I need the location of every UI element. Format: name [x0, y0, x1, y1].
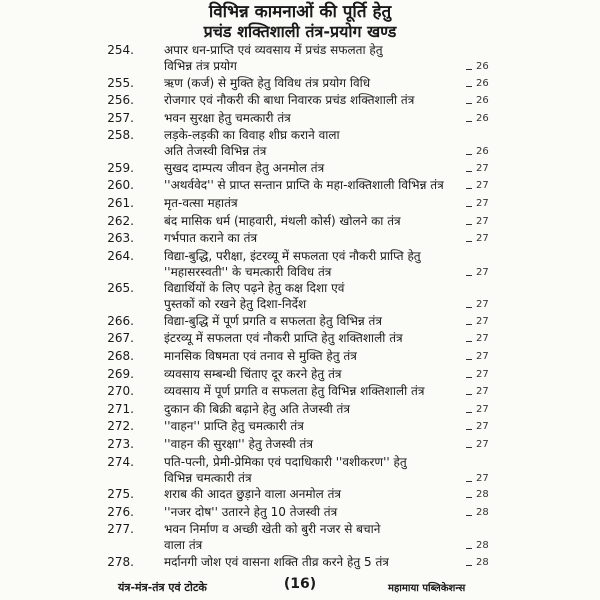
toc-entry-number: 267.	[107, 331, 134, 346]
dot-leader	[466, 497, 472, 498]
toc-entry-title: मानसिक विषमता एवं तनाव से मुक्ति हेतु तंत्र	[164, 349, 357, 363]
toc-entry-title: पुस्तकों को रखने हेतु दिशा-निर्देश	[164, 297, 307, 312]
toc-entry-page: 26	[476, 112, 489, 124]
dot-leader	[466, 171, 472, 172]
toc-entry-page: 27	[476, 233, 489, 245]
toc-entry-number: 278.	[107, 554, 134, 569]
toc-entry-title: विद्यार्थियों के लिए पढ़ने हेतु कक्ष दिशा एवं	[164, 281, 345, 296]
toc-entry-page: 27	[476, 215, 489, 227]
toc-entry-title: सुखद दाम्पत्य जीवन हेतु अनमोल तंत्र	[164, 160, 325, 175]
toc-entry-number: 265.	[107, 281, 134, 296]
toc-entry-number: 258.	[107, 128, 134, 143]
toc-entry-title: विभिन्न चमत्कारी तंत्र	[164, 470, 252, 485]
toc-entry-page: 26	[476, 77, 489, 89]
toc-entry-number: 266.	[107, 313, 134, 328]
dot-leader	[466, 481, 472, 482]
toc-entry-page: 28	[476, 540, 489, 552]
dot-leader	[466, 548, 472, 549]
toc-entry	[0, 418, 600, 436]
toc-entry	[0, 504, 600, 522]
toc-entry-number: 263.	[107, 231, 134, 246]
toc-entry-title: मृत-वत्सा महातंत्र	[164, 196, 238, 210]
toc-entry-number: 271.	[107, 401, 134, 416]
toc-entry	[0, 42, 600, 74]
toc-entry-title: गर्भपात कराने का तंत्र	[164, 231, 258, 246]
toc-entry	[0, 348, 600, 366]
toc-entry-number: 270.	[107, 384, 134, 399]
toc-entry-title: लड़के-लड़की का विवाह शीघ्र कराने वाला	[164, 128, 340, 143]
toc-entry-number: 259.	[107, 160, 134, 175]
toc-entry	[0, 195, 600, 213]
toc-entry-number: 272.	[107, 419, 134, 434]
toc-entry-title: अपार धन-प्राप्ति एवं व्यवसाय में प्रचंड सफलता हेतु	[164, 43, 383, 57]
toc-entry	[0, 486, 600, 504]
toc-entry	[0, 521, 600, 553]
toc-entry-title: व्यवसाय सम्बन्धी चिंताए दूर करने हेतु तंत्र	[164, 366, 342, 381]
toc-entry-title: ''वाहन की सुरक्षा'' हेतु तेजस्वी तंत्र	[164, 437, 314, 451]
dot-leader	[466, 394, 472, 395]
toc-entry-page: 28	[476, 506, 489, 518]
dot-leader	[466, 565, 472, 566]
toc-entry	[0, 230, 600, 248]
header-title-line1: विभिन्न कामनाओं की पूर्ति हेतु	[208, 2, 392, 22]
toc-entry	[0, 454, 600, 486]
dot-leader	[466, 241, 472, 242]
dot-leader	[466, 377, 472, 378]
footer-book-title: यंत्र-मंत्र-तंत्र एवं टोटके	[118, 581, 207, 594]
toc-entry	[0, 330, 600, 348]
toc-entry-title: ऋण (कर्ज) से मुक्ति हेतु विविध तंत्र प्रयोग विधि	[164, 75, 371, 90]
toc-entry	[0, 177, 600, 195]
toc-entry	[0, 383, 600, 401]
toc-entry	[0, 110, 600, 128]
toc-entry	[0, 248, 600, 280]
toc-entry-title: अति तेजस्वी विभिन्न तंत्र	[164, 144, 267, 159]
dot-leader	[466, 359, 472, 360]
toc-entry-number: 260.	[107, 178, 134, 193]
toc-entry	[0, 213, 600, 231]
dot-leader	[466, 515, 472, 516]
toc-entry-page: 27	[476, 439, 489, 450]
toc-entry-page: 26	[476, 61, 489, 72]
toc-entry	[0, 280, 600, 312]
toc-entry-page: 26	[476, 146, 489, 158]
toc-entry-number: 261.	[107, 196, 134, 210]
dot-leader	[466, 412, 472, 413]
dot-leader	[466, 275, 472, 276]
toc-entry-page: 27	[476, 368, 489, 380]
toc-entry-page: 26	[476, 95, 489, 107]
toc-entry-title: ''अथर्ववेद'' से प्राप्त सन्तान प्राप्ति के महा-शक्तिशाली विभिन्न तंत्र	[164, 178, 444, 193]
toc-entry-page: 27	[476, 180, 489, 192]
toc-entry-title: व्यवसाय में पूर्ण प्रगति व सफलता हेतु विभिन्न शक्तिशाली तंत्र	[164, 384, 425, 399]
toc-entry-page: 27	[476, 386, 489, 398]
toc-entry-title: भवन निर्माण व अच्छी खेती को बुरी नजर से बचाने	[164, 522, 381, 537]
toc-entry-page: 27	[476, 315, 489, 327]
toc-entry-page: 27	[476, 162, 489, 174]
toc-entry	[0, 92, 600, 110]
toc-entry-title: इंटरव्यू में सफलता एवं नौकरी प्राप्ति हेतु शक्तिशाली तंत्र	[164, 331, 403, 346]
toc-entry-page: 27	[476, 403, 489, 415]
toc-entry-number: 262.	[107, 213, 134, 228]
toc-entry-title: रोजगार एवं नौकरी की बाधा निवारक प्रचंड शक्तिशाली तंत्र	[164, 93, 415, 108]
toc-entry-page: 28	[476, 556, 489, 568]
toc-entry-title: पति-पत्नी, प्रेमी-प्रेमिका एवं पदाधिकारी ''वशीकरण'' हेतु	[164, 454, 407, 469]
toc-entry-page: 27	[476, 198, 489, 209]
toc-entry	[0, 436, 600, 454]
toc-entry	[0, 160, 600, 178]
dot-leader	[466, 429, 472, 430]
dot-leader	[466, 224, 472, 225]
toc-entry-number: 254.	[107, 43, 134, 57]
header-title-line2: प्रचंड शक्तिशाली तंत्र-प्रयोग खण्ड	[203, 22, 397, 41]
toc-entry-title: विद्या-बुद्धि, परीक्षा, इंटरव्यू में सफलता एवं नौकरी प्राप्ति हेतु	[164, 248, 421, 263]
toc-entry-number: 268.	[107, 349, 134, 363]
toc-entry-title: भवन सुरक्षा हेतु चमत्कारी तंत्र	[164, 110, 291, 125]
toc-entry-title: शराब की आदत छुड़ाने वाला अनमोल तंत्र	[164, 487, 342, 502]
toc-entry	[0, 313, 600, 331]
toc-entry-number: 275.	[107, 487, 134, 502]
toc-entry-page: 27	[476, 472, 489, 484]
dot-leader	[466, 103, 472, 104]
toc-entry-title: दुकान की बिक्री बढ़ाने हेतु अति तेजस्वी तंत्र	[164, 401, 351, 416]
toc-entry-number: 276.	[107, 504, 134, 519]
dot-leader	[466, 69, 472, 70]
toc-entry-page: 27	[476, 351, 489, 362]
toc-entry-title: विद्या-बुद्धि में पूर्ण प्रगति व सफलता हेतु विभिन्न तंत्र	[164, 313, 383, 328]
toc-entry-number: 255.	[107, 75, 134, 90]
dot-leader	[466, 324, 472, 325]
toc-entry-title: मर्दानगी जोश एवं वासना शक्ति तीव्र करने हेतु 5 तंत्र	[164, 554, 389, 569]
page-number: (16)	[283, 576, 317, 592]
dot-leader	[466, 307, 472, 308]
toc-entry-title: ''महासरस्वती'' के चमत्कारी विविध तंत्र	[164, 264, 332, 279]
toc-entry-number: 264.	[107, 248, 134, 263]
page-footer	[0, 570, 600, 598]
toc-entry-title: विभिन्न तंत्र प्रयोग	[164, 59, 237, 73]
toc-entry-title: ''नजर दोष'' उतारने हेतु 10 तेजस्वी तंत्र	[164, 504, 338, 519]
dot-leader	[466, 121, 472, 122]
footer-publisher: महामाया पब्लिकेशन्स	[388, 583, 466, 594]
toc-entry-title: ''वाहन'' प्राप्ति हेतु चमत्कारी तंत्र	[164, 419, 304, 434]
toc-entry-title: वाला तंत्र	[164, 538, 203, 553]
dot-leader	[466, 188, 472, 189]
dot-leader	[466, 341, 472, 342]
toc-entry-number: 274.	[107, 454, 134, 469]
toc-entry-page: 27	[476, 266, 489, 278]
dot-leader	[466, 447, 472, 448]
toc-entry-number: 256.	[107, 93, 134, 108]
dot-leader	[466, 206, 472, 207]
page-header	[0, 2, 600, 42]
toc-entry-page: 27	[476, 333, 489, 345]
toc-entry-page: 28	[476, 489, 489, 501]
toc-entry-page: 27	[476, 299, 489, 311]
dot-leader	[466, 86, 472, 87]
toc-entry	[0, 127, 600, 159]
toc-entry	[0, 366, 600, 384]
dot-leader	[466, 154, 472, 155]
toc-entry-title: बंद मासिक धर्म (माहवारी, मंथली कोर्स) खोलने का तंत्र	[164, 213, 401, 228]
toc-entry-page: 27	[476, 421, 489, 433]
toc-entry	[0, 75, 600, 93]
toc-entry	[0, 401, 600, 419]
toc-entry-number: 269.	[107, 366, 134, 381]
toc-entry-number: 273.	[107, 437, 134, 451]
toc-entry-number: 257.	[107, 110, 134, 125]
toc-entry-number: 277.	[107, 522, 134, 537]
